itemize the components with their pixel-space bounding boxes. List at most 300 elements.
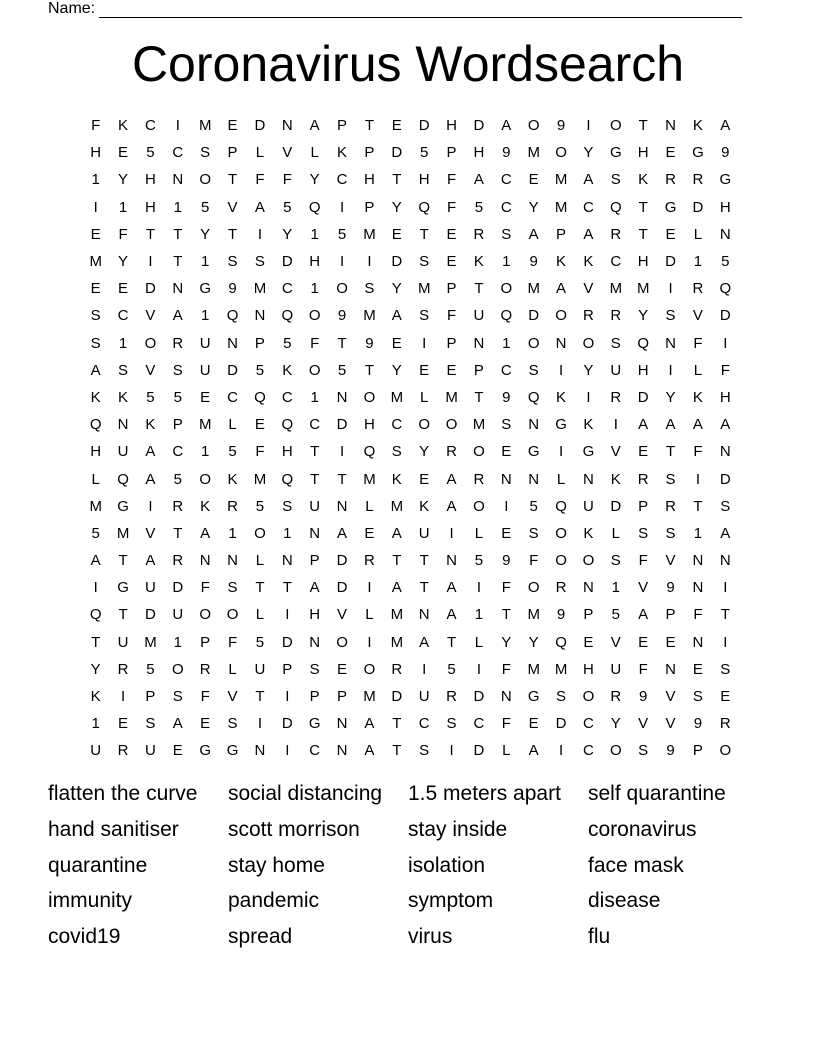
grid-cell: E <box>254 416 265 434</box>
grid-cell: C <box>500 198 512 216</box>
grid-cell: 5 <box>146 144 155 162</box>
grid-cell: N <box>719 443 731 461</box>
grid-cell: 5 <box>146 388 155 406</box>
grid-cell: P <box>364 198 375 216</box>
grid-cell: P <box>254 334 265 352</box>
grid-cell: O <box>609 742 622 760</box>
grid-cell: Y <box>638 307 649 325</box>
grid-cell: M <box>390 388 404 406</box>
grid-cell: R <box>172 334 184 352</box>
grid-cell: U <box>199 334 211 352</box>
grid-cell: A <box>583 171 594 189</box>
grid-row <box>82 574 739 601</box>
grid-cell: D <box>473 688 485 706</box>
grid-cell: F <box>446 307 457 325</box>
grid-cell: L <box>365 606 374 624</box>
grid-cell: A <box>364 742 375 760</box>
grid-row <box>82 330 739 357</box>
grid-cell: R <box>199 660 211 678</box>
grid-cell: C <box>473 715 485 733</box>
grid-cell: I <box>257 225 263 243</box>
grid-cell: N <box>418 606 430 624</box>
grid-cell: I <box>148 497 153 515</box>
grid-cell: I <box>120 688 126 706</box>
grid-cell: A <box>391 579 402 597</box>
grid-cell: 5 <box>611 606 620 624</box>
grid-cell: D <box>281 253 293 271</box>
grid-cell: R <box>391 660 403 678</box>
grid-cell: T <box>392 171 402 189</box>
grid-cell: Q <box>637 334 650 352</box>
grid-cell: 5 <box>146 660 155 678</box>
grid-cell: M <box>527 280 540 298</box>
grid-cell: 9 <box>228 280 237 298</box>
grid-cell: O <box>199 171 212 189</box>
grid-cell: O <box>527 334 540 352</box>
grid-cell: U <box>418 688 430 706</box>
word-list-item: spread <box>228 925 293 949</box>
grid-cell: R <box>610 388 622 406</box>
grid-cell: K <box>118 388 129 406</box>
grid-cell: G <box>582 443 595 461</box>
grid-cell: T <box>693 497 703 515</box>
grid-cell: U <box>172 606 184 624</box>
grid-cell: A <box>90 552 101 570</box>
grid-cell: P <box>446 334 457 352</box>
grid-cell: L <box>693 361 703 379</box>
grid-cell: R <box>637 470 649 488</box>
grid-cell: E <box>720 688 731 706</box>
grid-cell: V <box>337 606 348 624</box>
grid-cell: M <box>472 416 486 434</box>
grid-cell: H <box>719 198 731 216</box>
grid-cell: S <box>692 688 703 706</box>
grid-cell: 5 <box>283 334 292 352</box>
grid-cell: Q <box>89 416 102 434</box>
grid-cell: S <box>227 579 238 597</box>
grid-cell: P <box>200 633 211 651</box>
grid-row <box>82 737 739 764</box>
grid-cell: S <box>528 361 539 379</box>
grid-cell: Y <box>528 198 539 216</box>
grid-row <box>82 248 739 275</box>
grid-cell: F <box>638 660 648 678</box>
grid-cell: R <box>473 470 485 488</box>
grid-cell: 1 <box>502 253 511 271</box>
grid-cell: T <box>474 280 484 298</box>
grid-cell: T <box>364 361 375 379</box>
grid-cell: 1 <box>173 633 182 651</box>
grid-cell: T <box>118 552 128 570</box>
grid-cell: S <box>90 307 101 325</box>
grid-cell: L <box>228 660 237 678</box>
grid-cell: E <box>90 280 101 298</box>
grid-cell: N <box>254 742 266 760</box>
grid-cell: 1 <box>310 388 319 406</box>
grid-cell: D <box>281 633 293 651</box>
grid-cell: U <box>145 742 156 760</box>
grid-cell: K <box>556 253 567 271</box>
grid-cell: M <box>363 470 376 488</box>
grid-cell: D <box>391 253 403 271</box>
grid-cell: N <box>336 742 348 760</box>
grid-cell: E <box>419 361 430 379</box>
grid-cell: I <box>175 117 180 135</box>
grid-cell: R <box>473 225 485 243</box>
grid-cell: 9 <box>529 253 538 271</box>
grid-cell: 5 <box>228 443 237 461</box>
grid-cell: N <box>665 334 676 352</box>
grid-cell: D <box>336 579 348 597</box>
grid-cell: S <box>501 225 512 243</box>
grid-cell: E <box>391 225 402 243</box>
grid-cell: O <box>336 633 348 651</box>
grid-cell: N <box>555 334 567 352</box>
grid-cell: O <box>527 579 540 597</box>
grid-cell: F <box>446 198 457 216</box>
grid-cell: O <box>582 552 595 570</box>
grid-cell: I <box>723 334 728 352</box>
grid-cell: T <box>419 552 429 570</box>
grid-cell: E <box>446 253 457 271</box>
grid-cell: 9 <box>502 144 511 162</box>
grid-cell: I <box>93 579 98 597</box>
word-list-item: flu <box>588 925 611 949</box>
grid-cell: C <box>145 117 156 135</box>
grid-cell: H <box>90 443 102 461</box>
grid-cell: A <box>528 742 539 760</box>
grid-cell: A <box>583 225 594 243</box>
grid-cell: S <box>665 307 676 325</box>
grid-cell: 5 <box>447 660 456 678</box>
grid-cell: Y <box>200 225 211 243</box>
grid-cell: C <box>309 416 321 434</box>
grid-cell: I <box>695 470 701 488</box>
grid-cell: 1 <box>502 334 511 352</box>
grid-cell: M <box>390 497 404 515</box>
grid-cell: 9 <box>639 688 648 706</box>
grid-cell: O <box>171 660 184 678</box>
grid-cell: 9 <box>337 307 347 325</box>
grid-cell: O <box>308 307 321 325</box>
grid-cell: S <box>172 361 183 379</box>
grid-cell: K <box>90 388 101 406</box>
grid-cell: V <box>583 280 594 298</box>
grid-cell: A <box>200 524 211 542</box>
grid-cell: Q <box>89 606 102 624</box>
grid-cell: Q <box>500 307 513 325</box>
grid-cell: T <box>337 470 347 488</box>
grid-cell: U <box>254 660 266 678</box>
grid-cell: 1 <box>228 524 237 542</box>
grid-cell: 1 <box>611 579 620 597</box>
grid-cell: 5 <box>255 633 265 651</box>
grid-row <box>82 384 739 411</box>
grid-cell: N <box>281 117 293 135</box>
grid-cell: A <box>446 606 457 624</box>
grid-cell: G <box>226 742 239 760</box>
grid-cell: H <box>309 606 321 624</box>
grid-row <box>82 438 739 465</box>
grid-cell: T <box>392 552 402 570</box>
page-title: Coronavirus Wordsearch <box>131 36 685 92</box>
grid-cell: S <box>720 497 731 515</box>
grid-cell: M <box>363 307 376 325</box>
grid-cell: A <box>254 198 265 216</box>
grid-cell: G <box>527 443 540 461</box>
grid-cell: C <box>583 715 594 733</box>
grid-cell: P <box>692 742 703 760</box>
grid-cell: I <box>449 742 454 760</box>
grid-cell: M <box>527 660 540 678</box>
grid-cell: H <box>309 253 321 271</box>
grid-cell: D <box>172 579 184 597</box>
grid-cell: D <box>418 117 430 135</box>
word-list-item: quarantine <box>48 853 148 877</box>
grid-cell: C <box>281 388 293 406</box>
grid-cell: T <box>145 225 156 243</box>
word-list-item: hand sanitiser <box>48 817 179 841</box>
grid-cell: P <box>473 361 484 379</box>
grid-cell: Y <box>501 633 512 651</box>
grid-cell: K <box>200 497 211 515</box>
grid-cell: H <box>90 144 102 162</box>
grid-cell: Q <box>527 388 540 406</box>
grid-cell: I <box>504 497 509 515</box>
grid-cell: T <box>638 225 648 243</box>
grid-cell: V <box>145 307 156 325</box>
grid-cell: E <box>227 117 238 135</box>
grid-cell: M <box>89 497 102 515</box>
word-list-item: pandemic <box>228 889 320 913</box>
grid-cell: N <box>309 524 321 542</box>
grid-cell: O <box>473 443 485 461</box>
grid-cell: P <box>145 688 156 706</box>
grid-cell: M <box>198 416 212 434</box>
grid-cell: N <box>254 307 266 325</box>
grid-row <box>82 465 739 492</box>
grid-cell: V <box>227 688 238 706</box>
grid-cell: T <box>446 633 457 651</box>
grid-cell: T <box>173 225 183 243</box>
grid-cell: C <box>583 198 594 216</box>
grid-cell: T <box>310 443 320 461</box>
grid-cell: N <box>199 552 211 570</box>
grid-row <box>82 194 739 221</box>
grid-cell: M <box>527 606 540 624</box>
grid-cell: L <box>420 388 429 406</box>
grid-cell: D <box>391 144 403 162</box>
grid-cell: Q <box>555 633 567 651</box>
grid-row <box>82 520 739 547</box>
grid-cell: Y <box>309 171 320 189</box>
grid-cell: T <box>173 524 183 542</box>
grid-cell: N <box>473 334 485 352</box>
grid-cell: E <box>391 334 402 352</box>
grid-cell: 9 <box>666 579 675 597</box>
grid-row <box>82 221 739 248</box>
grid-cell: D <box>555 715 567 733</box>
grid-row <box>82 629 739 656</box>
grid-cell: A <box>391 307 402 325</box>
grid-cell: O <box>445 416 458 434</box>
grid-cell: A <box>720 117 731 135</box>
grid-cell: U <box>473 307 485 325</box>
letter-grid <box>82 112 739 765</box>
grid-cell: A <box>309 117 320 135</box>
grid-cell: O <box>226 606 239 624</box>
grid-row <box>82 493 739 520</box>
grid-cell: F <box>501 579 511 597</box>
grid-cell: D <box>227 361 238 379</box>
grid-cell: F <box>720 361 730 379</box>
grid-cell: E <box>528 715 539 733</box>
grid-cell: V <box>665 715 676 733</box>
grid-cell: E <box>501 524 512 542</box>
grid-cell: 5 <box>173 388 182 406</box>
grid-cell: M <box>527 144 540 162</box>
grid-cell: R <box>172 497 184 515</box>
grid-cell: Q <box>254 388 266 406</box>
grid-cell: P <box>638 497 649 515</box>
grid-row <box>82 357 739 384</box>
grid-cell: O <box>473 497 485 515</box>
grid-cell: M <box>390 606 404 624</box>
grid-cell: L <box>474 524 484 542</box>
grid-cell: K <box>638 171 649 189</box>
grid-cell: A <box>90 361 101 379</box>
grid-cell: 5 <box>283 198 292 216</box>
grid-cell: K <box>556 388 567 406</box>
grid-cell: Y <box>610 715 621 733</box>
grid-cell: S <box>391 443 402 461</box>
grid-cell: T <box>337 334 347 352</box>
grid-cell: E <box>501 443 512 461</box>
grid-cell: C <box>610 253 622 271</box>
grid-cell: 5 <box>474 198 484 216</box>
grid-cell: 9 <box>556 606 566 624</box>
grid-cell: O <box>336 280 348 298</box>
grid-cell: 1 <box>693 253 703 271</box>
grid-cell: P <box>665 606 676 624</box>
grid-cell: T <box>392 742 402 760</box>
grid-cell: Y <box>583 144 594 162</box>
grid-cell: U <box>418 524 430 542</box>
grid-cell: Y <box>391 280 402 298</box>
grid-cell: S <box>364 280 375 298</box>
grid-cell: N <box>281 552 293 570</box>
grid-cell: N <box>309 633 321 651</box>
grid-cell: L <box>91 470 100 488</box>
grid-cell: N <box>227 552 238 570</box>
grid-cell: A <box>419 633 430 651</box>
grid-cell: O <box>555 552 567 570</box>
grid-cell: P <box>227 144 238 162</box>
grid-cell: H <box>418 171 430 189</box>
grid-cell: T <box>419 225 429 243</box>
grid-cell: P <box>282 660 293 678</box>
grid-cell: G <box>692 144 704 162</box>
grid-cell: Y <box>391 361 402 379</box>
word-list-item: stay home <box>228 853 325 877</box>
grid-cell: Y <box>419 443 430 461</box>
grid-row <box>82 656 739 683</box>
grid-cell: O <box>527 117 540 135</box>
grid-cell: 1 <box>118 198 128 216</box>
grid-cell: K <box>145 416 156 434</box>
grid-cell: T <box>364 117 375 135</box>
grid-row <box>82 302 739 329</box>
grid-cell: H <box>145 171 156 189</box>
grid-cell: E <box>200 388 211 406</box>
grid-cell: T <box>282 579 292 597</box>
grid-cell: O <box>555 307 567 325</box>
grid-cell: G <box>117 497 129 515</box>
grid-cell: K <box>610 470 621 488</box>
grid-cell: S <box>172 688 183 706</box>
grid-cell: N <box>583 579 594 597</box>
grid-cell: C <box>227 388 238 406</box>
grid-cell: T <box>392 715 402 733</box>
grid-cell: 5 <box>173 470 182 488</box>
word-list-item: scott morrison <box>228 817 360 841</box>
grid-cell: 5 <box>420 144 429 162</box>
grid-cell: C <box>117 307 129 325</box>
grid-cell: T <box>255 688 265 706</box>
grid-cell: 1 <box>283 524 292 542</box>
grid-cell: T <box>173 253 183 271</box>
grid-cell: C <box>172 144 184 162</box>
grid-cell: E <box>391 117 402 135</box>
grid-cell: T <box>255 579 265 597</box>
grid-cell: F <box>693 443 703 461</box>
grid-cell: I <box>558 361 564 379</box>
grid-cell: D <box>528 307 540 325</box>
grid-cell: S <box>665 524 676 542</box>
grid-cell: F <box>200 579 210 597</box>
grid-cell: F <box>501 660 511 678</box>
grid-cell: S <box>419 253 430 271</box>
grid-cell: E <box>337 660 348 678</box>
grid-cell: G <box>664 198 677 216</box>
grid-cell: 5 <box>337 225 347 243</box>
grid-cell: A <box>337 524 348 542</box>
grid-cell: C <box>281 280 293 298</box>
grid-cell: R <box>364 552 375 570</box>
grid-cell: R <box>665 171 676 189</box>
word-list-item: 1.5 meters apart <box>408 782 561 805</box>
grid-cell: V <box>227 198 238 216</box>
grid-cell: I <box>586 117 591 135</box>
grid-cell: S <box>227 253 238 271</box>
grid-cell: D <box>281 715 293 733</box>
word-list-item: immunity <box>48 889 133 913</box>
grid-cell: S <box>720 660 731 678</box>
grid-cell: G <box>609 144 622 162</box>
grid-cell: E <box>583 633 594 651</box>
grid-row <box>82 139 739 166</box>
word-list-item: symptom <box>408 889 494 913</box>
grid-cell: O <box>609 117 622 135</box>
grid-cell: M <box>554 171 568 189</box>
grid-cell: M <box>144 633 157 651</box>
grid-cell: N <box>227 334 238 352</box>
grid-cell: R <box>692 171 704 189</box>
grid-row <box>82 166 739 193</box>
grid-cell: 5 <box>255 497 265 515</box>
grid-cell: S <box>309 660 320 678</box>
grid-cell: R <box>610 688 622 706</box>
